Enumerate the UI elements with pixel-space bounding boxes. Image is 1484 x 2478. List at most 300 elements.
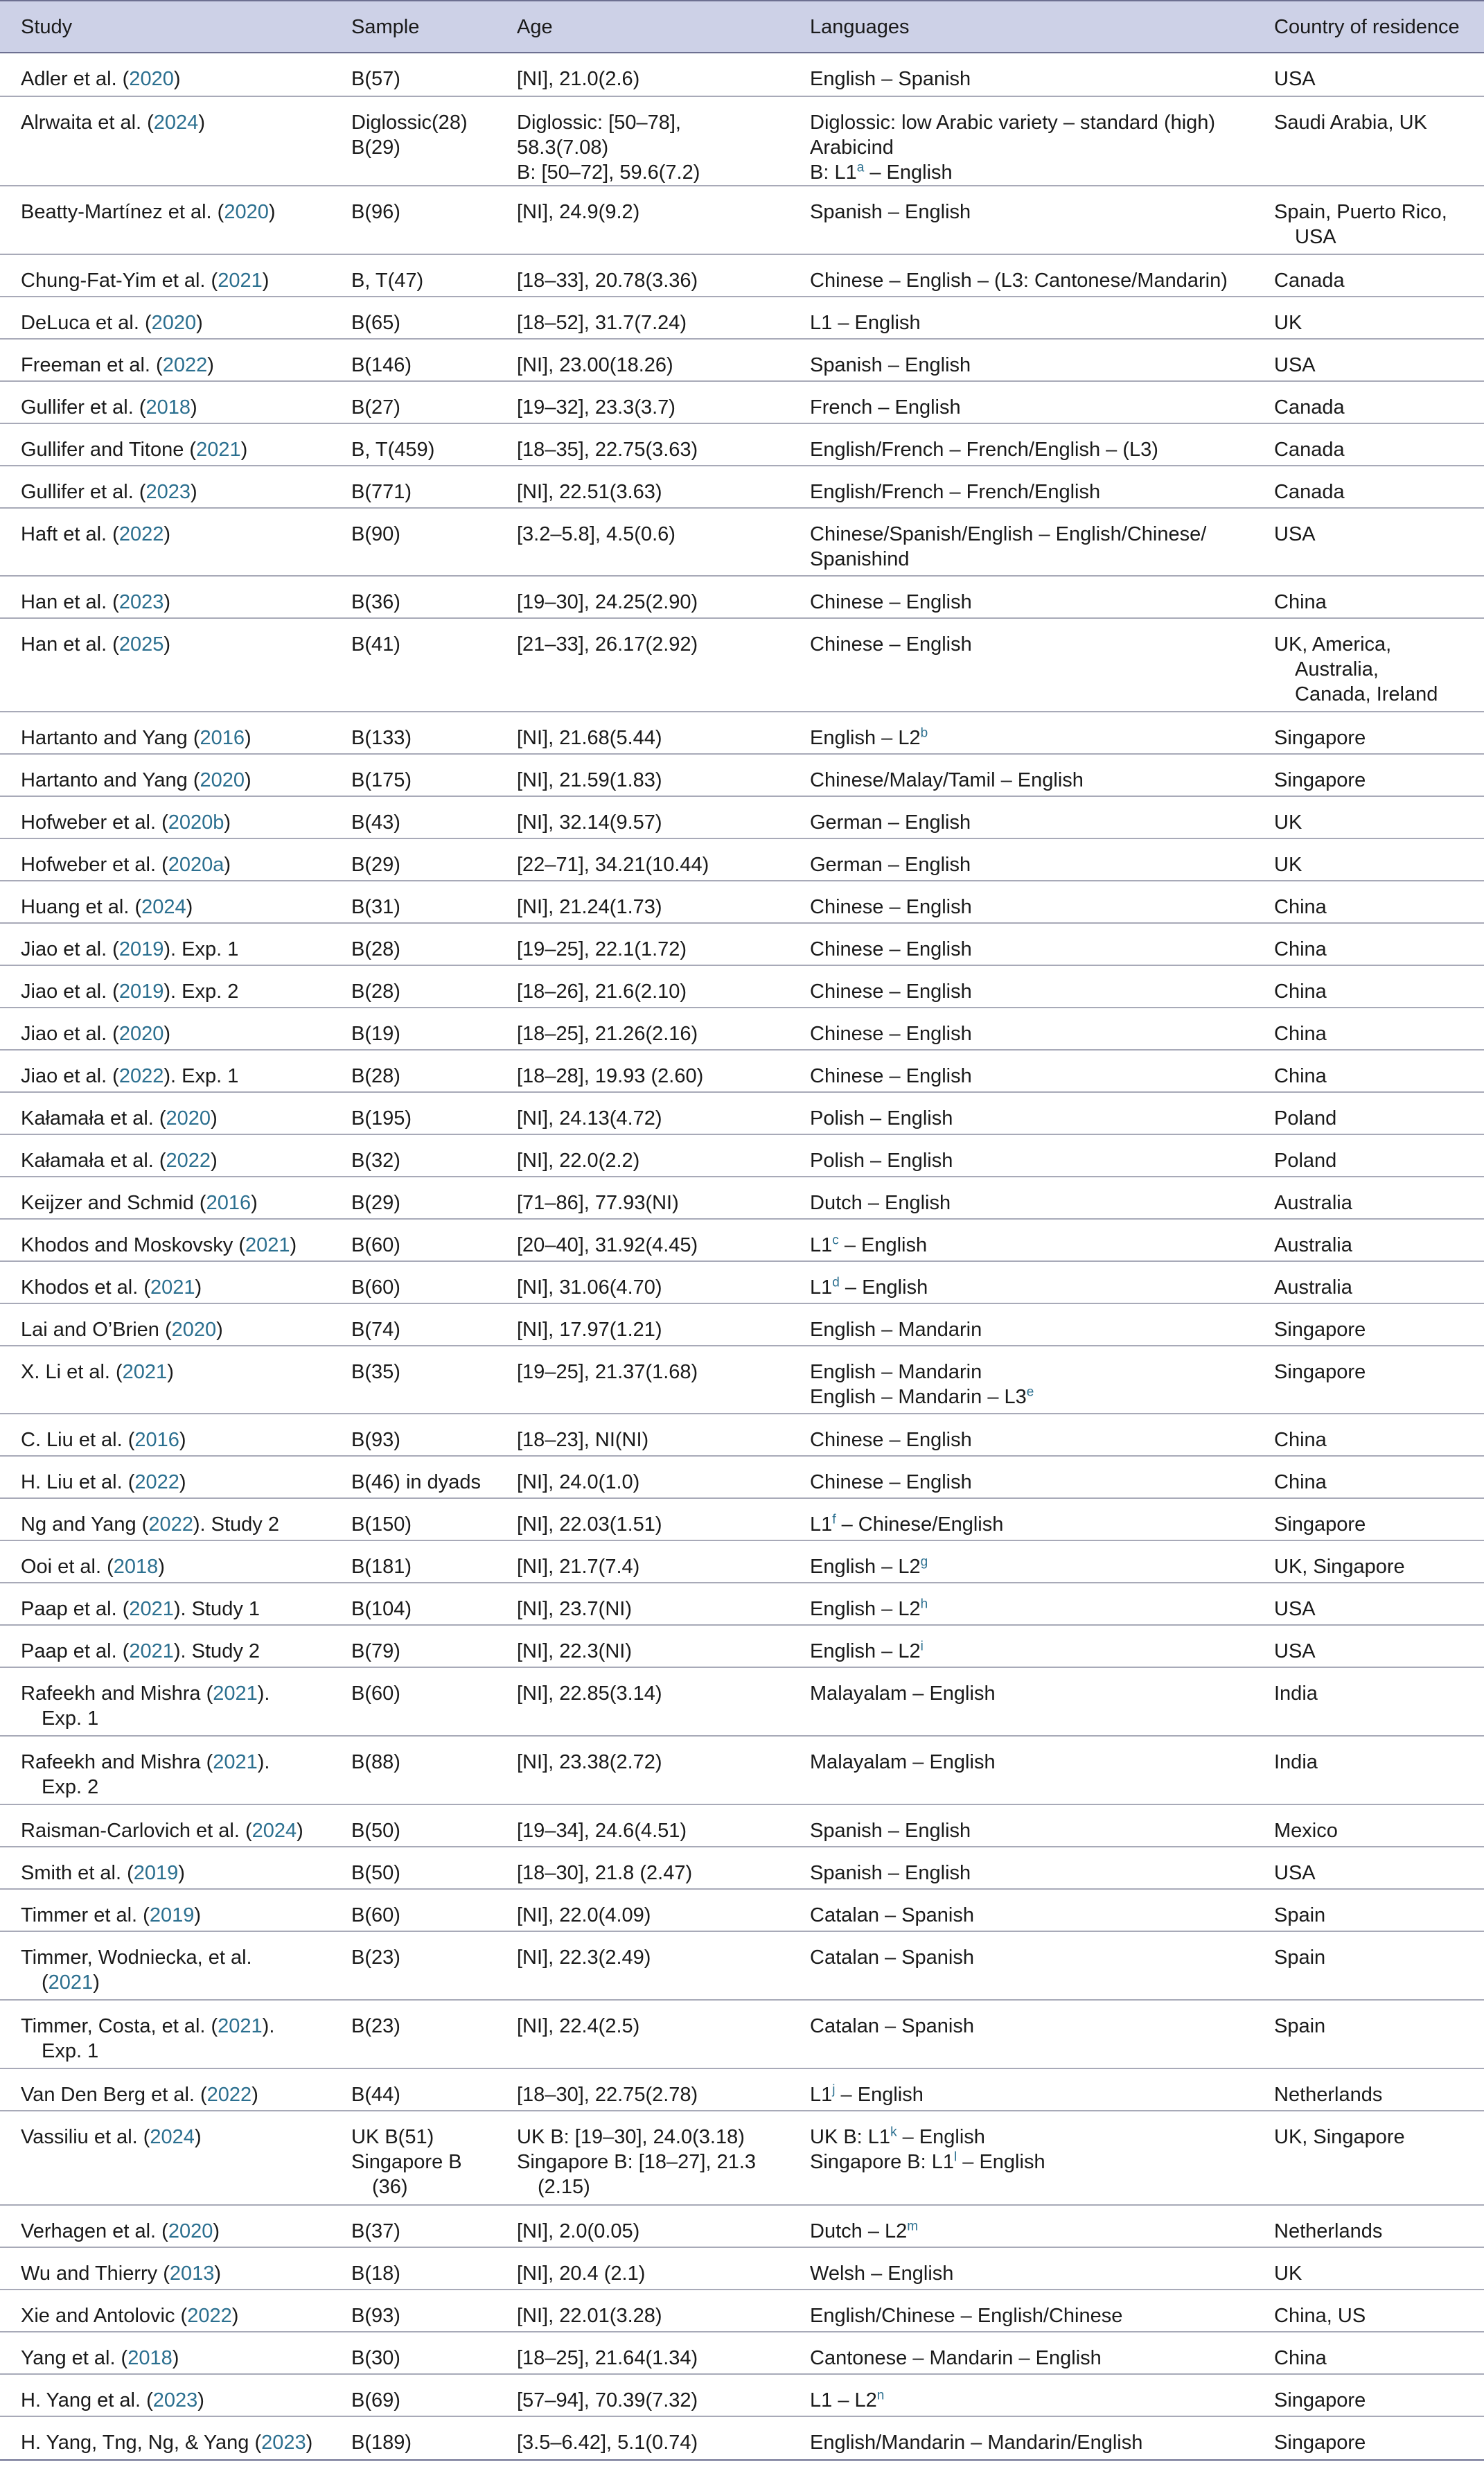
sample-cell [330, 1456, 496, 1498]
age-line: [NI], 22.0(2.2) [517, 1150, 640, 1172]
languages-cell [789, 1456, 1253, 1498]
languages-line: Chinese – English [810, 633, 972, 656]
languages-cell [789, 1303, 1253, 1346]
table-row [0, 1134, 1484, 1177]
country-line: Singapore [1274, 727, 1366, 749]
age-line: [NI], 32.14(9.57) [517, 811, 662, 834]
country-line: Mexico [1274, 1820, 1338, 1842]
languages-line: German – English [810, 854, 971, 876]
languages-cell [789, 754, 1253, 796]
sample-line: B(23) [351, 1947, 400, 1969]
study-line: Beatty-Martínez et al. (2020) [21, 201, 276, 223]
study-line: Rafeekh and Mishra (2021). [21, 1751, 270, 1773]
country-line: USA [1295, 226, 1336, 248]
languages-line: L1$^f$ – Chinese/English [810, 1512, 1004, 1536]
age-cell [496, 1498, 789, 1540]
citation-year-link: 2024 [150, 2126, 195, 2148]
study-line: Yang et al. (2018) [21, 2347, 179, 2369]
age-cell [496, 618, 789, 712]
languages-cell [789, 339, 1253, 381]
sample-cell [330, 796, 496, 838]
country-line: USA [1274, 1640, 1316, 1662]
header-languages: Languages [789, 1, 1253, 53]
table-row [0, 2068, 1484, 2111]
study-cell [0, 2247, 330, 2290]
table-row [0, 339, 1484, 381]
sample-cell [330, 1625, 496, 1667]
study-cell [0, 881, 330, 923]
citation-year-link: 2021 [150, 1276, 195, 1299]
languages-cell [789, 712, 1253, 754]
study-line: Alrwaita et al. (2024) [21, 112, 205, 134]
sample-cell [330, 1498, 496, 1540]
age-cell [496, 2205, 789, 2247]
age-cell [496, 1583, 789, 1625]
sample-line: B(60) [351, 1276, 400, 1299]
study-line: H. Liu et al. (2022) [21, 1471, 186, 1493]
languages-line: Arabicind [810, 137, 894, 159]
age-cell [496, 297, 789, 339]
age-line: [NI], 21.68(5.44) [517, 727, 662, 749]
sample-line: B(69) [351, 2389, 400, 2411]
country-line: Spain [1274, 1904, 1326, 1926]
table-row [0, 1456, 1484, 1498]
sample-cell [330, 1177, 496, 1219]
citation-year-link: 2020 [118, 1023, 164, 1045]
citation-year-link: 2020 [168, 2220, 213, 2242]
languages-cell [789, 96, 1253, 186]
country-line: Singapore [1274, 769, 1366, 791]
age-cell [496, 1667, 789, 1736]
footnote-marker: i [920, 1639, 924, 1654]
sample-line: B(35) [351, 1361, 400, 1383]
country-cell [1253, 712, 1484, 754]
study-line: Timmer, Wodniecka, et al. [21, 1947, 252, 1969]
table-row [0, 2374, 1484, 2416]
table-row [0, 712, 1484, 754]
sample-line: B(50) [351, 1820, 400, 1842]
study-cell [0, 1261, 330, 1303]
study-cell [0, 1889, 330, 1931]
age-line: [NI], 23.00(18.26) [517, 354, 673, 376]
languages-line: L1$^j$ – English [810, 2082, 924, 2106]
study-line: X. Li et al. (2021) [21, 1361, 174, 1383]
footnote-marker: m [907, 2219, 919, 2234]
citation-year-link: 2020b [168, 811, 224, 834]
age-line: [NI], 21.59(1.83) [517, 769, 662, 791]
sample-cell [330, 1931, 496, 2000]
age-cell [496, 1219, 789, 1261]
country-cell [1253, 1736, 1484, 1804]
age-line: [22–71], 34.21(10.44) [517, 854, 709, 876]
study-line: Vassiliu et al. (2024) [21, 2126, 202, 2148]
country-line: Singapore [1274, 2389, 1366, 2411]
sample-cell [330, 1346, 496, 1414]
table-row [0, 1050, 1484, 1092]
country-cell [1253, 2068, 1484, 2111]
country-line: Canada, Ireland [1295, 683, 1438, 705]
sample-line: B(181) [351, 1556, 412, 1578]
age-cell [496, 576, 789, 618]
sample-line: B(28) [351, 981, 400, 1003]
age-cell [496, 381, 789, 423]
country-cell [1253, 2000, 1484, 2068]
citation-year-link: 2019 [133, 1862, 179, 1884]
study-cell [0, 1736, 330, 1804]
study-line: Kałamała et al. (2020) [21, 1107, 218, 1130]
languages-cell [789, 297, 1253, 339]
country-cell [1253, 923, 1484, 965]
languages-line: English – Mandarin – L3e [810, 1385, 1034, 1408]
age-cell [496, 796, 789, 838]
citation-year-link: 2021 [213, 1751, 258, 1773]
sample-cell [330, 1050, 496, 1092]
age-line: [18–23], NI(NI) [517, 1429, 649, 1451]
languages-cell [789, 2247, 1253, 2290]
languages-line: Singapore B: L1$^l$ – English [810, 2150, 1045, 2173]
footnote-marker: d [832, 1275, 840, 1290]
footnote-marker: c [832, 1233, 839, 1248]
table-row [0, 618, 1484, 712]
age-cell [496, 754, 789, 796]
study-cell [0, 1008, 330, 1050]
age-line: [NI], 22.01(3.28) [517, 2305, 662, 2327]
sample-line: B(46) in dyads [351, 1471, 481, 1493]
languages-line: English – Mandarin [810, 1361, 982, 1383]
country-cell [1253, 423, 1484, 466]
table-row [0, 965, 1484, 1008]
country-line: Singapore [1274, 1319, 1366, 1341]
country-line: UK [1274, 811, 1302, 834]
citation-year-link: 2021 [129, 1598, 174, 1620]
age-line: [NI], 22.85(3.14) [517, 1682, 662, 1705]
table-row [0, 1931, 1484, 2000]
study-cell [0, 1219, 330, 1261]
languages-line: Chinese – English [810, 981, 972, 1003]
sample-cell [330, 1008, 496, 1050]
sample-line: Diglossic(28) [351, 112, 468, 134]
country-cell [1253, 339, 1484, 381]
languages-line: Spanish – English [810, 1820, 971, 1842]
country-line: Netherlands [1274, 2220, 1383, 2242]
citation-year-link: 2023 [152, 2389, 198, 2411]
table-row [0, 1498, 1484, 1540]
study-line: Khodos et al. (2021) [21, 1276, 202, 1299]
age-cell [496, 96, 789, 186]
sample-cell [330, 838, 496, 881]
country-line: Spain [1274, 1947, 1326, 1969]
table-row [0, 1667, 1484, 1736]
languages-cell [789, 1177, 1253, 1219]
citation-year-link: 2021 [122, 1361, 168, 1383]
age-cell [496, 2290, 789, 2332]
sample-cell [330, 186, 496, 254]
study-cell [0, 1177, 330, 1219]
age-cell [496, 881, 789, 923]
languages-line: L1 – L2$^n$ [810, 2388, 885, 2411]
age-cell [496, 2111, 789, 2205]
country-line: Australia [1274, 1276, 1352, 1299]
country-line: Australia, [1295, 658, 1379, 680]
languages-cell [789, 1847, 1253, 1889]
study-line: Paap et al. (2021). Study 2 [21, 1640, 260, 1662]
country-line: China [1274, 1429, 1327, 1451]
study-line: Exp. 2 [42, 1776, 99, 1798]
country-line: USA [1274, 68, 1316, 90]
sample-cell [330, 1134, 496, 1177]
languages-cell [789, 576, 1253, 618]
citation-year-link: 2020a [168, 854, 224, 876]
study-line: Huang et al. (2024) [21, 896, 193, 918]
age-line: [NI], 22.51(3.63) [517, 481, 662, 503]
sample-cell [330, 1847, 496, 1889]
citation-year-link: 2020 [129, 68, 174, 90]
study-line: Chung-Fat-Yim et al. (2021) [21, 270, 270, 292]
languages-cell [789, 2416, 1253, 2460]
languages-cell [789, 965, 1253, 1008]
study-cell [0, 712, 330, 754]
country-cell [1253, 1134, 1484, 1177]
age-line: [NI], 17.97(1.21) [517, 1319, 662, 1341]
country-cell [1253, 1456, 1484, 1498]
age-line: [NI], 24.13(4.72) [517, 1107, 662, 1130]
country-line: Australia [1274, 1234, 1352, 1256]
age-cell [496, 1134, 789, 1177]
languages-line: English/French – French/English – (L3) [810, 439, 1158, 461]
sample-cell [330, 1889, 496, 1931]
country-line: China, US [1274, 2305, 1366, 2327]
age-cell [496, 2068, 789, 2111]
study-line: Hartanto and Yang (2016) [21, 727, 251, 749]
age-cell [496, 1346, 789, 1414]
sample-line: B(44) [351, 2084, 400, 2106]
study-cell [0, 381, 330, 423]
citation-year-link: 2021 [213, 1682, 258, 1705]
age-line: [18–30], 22.75(2.78) [517, 2084, 698, 2106]
sample-cell [330, 712, 496, 754]
sample-line: B(50) [351, 1862, 400, 1884]
age-cell [496, 1414, 789, 1456]
sample-line: B(27) [351, 396, 400, 419]
study-cell [0, 1540, 330, 1583]
age-cell [496, 1540, 789, 1583]
study-line: Timmer, Costa, et al. (2021). [21, 2015, 275, 2037]
study-cell [0, 1303, 330, 1346]
study-line: Exp. 1 [42, 2040, 99, 2062]
country-cell [1253, 254, 1484, 297]
languages-line: Dutch – L2$^m$ [810, 2219, 919, 2242]
sample-line: B(28) [351, 1065, 400, 1087]
study-cell [0, 186, 330, 254]
study-line: Jiao et al. (2019). Exp. 2 [21, 981, 239, 1003]
footnote-marker: h [920, 1597, 928, 1612]
languages-line: Dutch – English [810, 1192, 951, 1214]
footnote-marker: e [1026, 1385, 1034, 1400]
languages-cell [789, 2290, 1253, 2332]
age-cell [496, 466, 789, 508]
study-line: Paap et al. (2021). Study 1 [21, 1598, 260, 1620]
table-row [0, 1625, 1484, 1667]
table-row [0, 1540, 1484, 1583]
study-line: Khodos and Moskovsky (2021) [21, 1234, 297, 1256]
study-line: (2021) [42, 1971, 100, 1994]
citation-year-link: 2024 [153, 112, 199, 134]
sample-line: B(146) [351, 354, 412, 376]
languages-cell [789, 186, 1253, 254]
sample-cell [330, 618, 496, 712]
age-line: [18–26], 21.6(2.10) [517, 981, 687, 1003]
age-cell [496, 1456, 789, 1498]
study-line: Rafeekh and Mishra (2021). [21, 1682, 270, 1705]
age-line: [18–25], 21.64(1.34) [517, 2347, 698, 2369]
country-cell [1253, 2290, 1484, 2332]
country-cell [1253, 1625, 1484, 1667]
citation-year-link: 2016 [134, 1429, 179, 1451]
study-line: Jiao et al. (2020) [21, 1023, 171, 1045]
study-line: Ng and Yang (2022). Study 2 [21, 1513, 279, 1536]
study-line: Han et al. (2023) [21, 591, 171, 613]
age-line: [NI], 24.9(9.2) [517, 201, 640, 223]
study-cell [0, 576, 330, 618]
age-line: [21–33], 26.17(2.92) [517, 633, 698, 656]
country-cell [1253, 1667, 1484, 1736]
table-body [0, 53, 1484, 2460]
country-line: Singapore [1274, 2432, 1366, 2454]
age-cell [496, 923, 789, 965]
sample-cell [330, 1219, 496, 1261]
sample-cell [330, 339, 496, 381]
age-line: (2.15) [538, 2176, 590, 2198]
country-line: Singapore [1274, 1513, 1366, 1536]
age-line: [NI], 22.0(4.09) [517, 1904, 651, 1926]
age-line: [18–33], 20.78(3.36) [517, 270, 698, 292]
sample-line: B, T(47) [351, 270, 424, 292]
age-line: [3.2–5.8], 4.5(0.6) [517, 523, 675, 545]
age-cell [496, 1092, 789, 1134]
age-cell [496, 965, 789, 1008]
languages-line: English – Mandarin [810, 1319, 982, 1341]
country-cell [1253, 381, 1484, 423]
study-cell [0, 254, 330, 297]
country-line: Canada [1274, 481, 1345, 503]
citation-year-link: 2022 [134, 1471, 179, 1493]
study-line: Gullifer and Titone (2021) [21, 439, 248, 461]
table-row [0, 1583, 1484, 1625]
sample-cell [330, 2068, 496, 2111]
study-line: Hartanto and Yang (2020) [21, 769, 251, 791]
languages-cell [789, 923, 1253, 965]
citation-year-link: 2020 [200, 769, 245, 791]
languages-line: Welsh – English [810, 2262, 954, 2285]
country-cell [1253, 53, 1484, 96]
table-row [0, 1736, 1484, 1804]
country-cell [1253, 1261, 1484, 1303]
age-cell [496, 53, 789, 96]
country-cell [1253, 1008, 1484, 1050]
table-row [0, 754, 1484, 796]
study-cell [0, 1583, 330, 1625]
languages-cell [789, 881, 1253, 923]
age-line: [NI], 22.03(1.51) [517, 1513, 662, 1536]
country-line: China [1274, 1471, 1327, 1493]
table-row [0, 2290, 1484, 2332]
languages-line: Catalan – Spanish [810, 1904, 974, 1926]
country-cell [1253, 2205, 1484, 2247]
table-row [0, 796, 1484, 838]
country-line: Canada [1274, 270, 1345, 292]
languages-line: Spanish – English [810, 201, 971, 223]
languages-line: Chinese – English [810, 1023, 972, 1045]
footnote-marker: k [890, 2125, 897, 2140]
sample-line: B(88) [351, 1751, 400, 1773]
country-cell [1253, 1177, 1484, 1219]
study-cell [0, 466, 330, 508]
study-cell [0, 2205, 330, 2247]
sample-line: B(74) [351, 1319, 400, 1341]
age-cell [496, 1847, 789, 1889]
country-cell [1253, 965, 1484, 1008]
study-line: Adler et al. (2020) [21, 68, 181, 90]
languages-cell [789, 466, 1253, 508]
country-cell [1253, 1346, 1484, 1414]
languages-line: English – L2$^g$ [810, 1554, 928, 1578]
study-cell [0, 2290, 330, 2332]
sample-cell [330, 2247, 496, 2290]
sample-line: B(18) [351, 2262, 400, 2285]
study-cell [0, 2332, 330, 2374]
languages-cell [789, 1261, 1253, 1303]
age-line: [NI], 21.24(1.73) [517, 896, 662, 918]
citation-year-link: 2022 [148, 1513, 193, 1536]
study-line: Freeman et al. (2022) [21, 354, 214, 376]
sample-cell [330, 923, 496, 965]
country-line: UK, America, [1274, 633, 1392, 656]
languages-line: English/French – French/English [810, 481, 1101, 503]
table-row [0, 53, 1484, 96]
sample-cell [330, 508, 496, 576]
study-line: DeLuca et al. (2020) [21, 312, 203, 334]
study-line: Ooi et al. (2018) [21, 1556, 165, 1578]
country-line: China [1274, 1065, 1327, 1087]
country-cell [1253, 618, 1484, 712]
sample-cell [330, 1804, 496, 1847]
study-cell [0, 1092, 330, 1134]
study-line: Jiao et al. (2022). Exp. 1 [21, 1065, 239, 1087]
sample-cell [330, 2290, 496, 2332]
languages-line: Chinese/Spanish/English – English/Chinese/ [810, 523, 1207, 545]
study-cell [0, 96, 330, 186]
age-line: [57–94], 70.39(7.32) [517, 2389, 698, 2411]
citation-year-link: 2021 [48, 1971, 94, 1994]
study-line: Exp. 1 [42, 1707, 99, 1730]
sample-cell [330, 2416, 496, 2460]
citation-year-link: 2018 [113, 1556, 159, 1578]
sample-line: B(29) [351, 137, 400, 159]
languages-line: L1$^d$ – English [810, 1275, 928, 1299]
country-cell [1253, 1050, 1484, 1092]
sample-cell [330, 2374, 496, 2416]
sample-line: B(30) [351, 2347, 400, 2369]
sample-line: B(36) [351, 591, 400, 613]
country-cell [1253, 1889, 1484, 1931]
age-line: [NI], 23.38(2.72) [517, 1751, 662, 1773]
sample-cell [330, 881, 496, 923]
sample-cell [330, 576, 496, 618]
citation-year-link: 2023 [145, 481, 191, 503]
languages-line: L1 – English [810, 312, 921, 334]
age-cell [496, 1931, 789, 2000]
age-line: B: [50–72], 59.6(7.2) [517, 161, 700, 184]
